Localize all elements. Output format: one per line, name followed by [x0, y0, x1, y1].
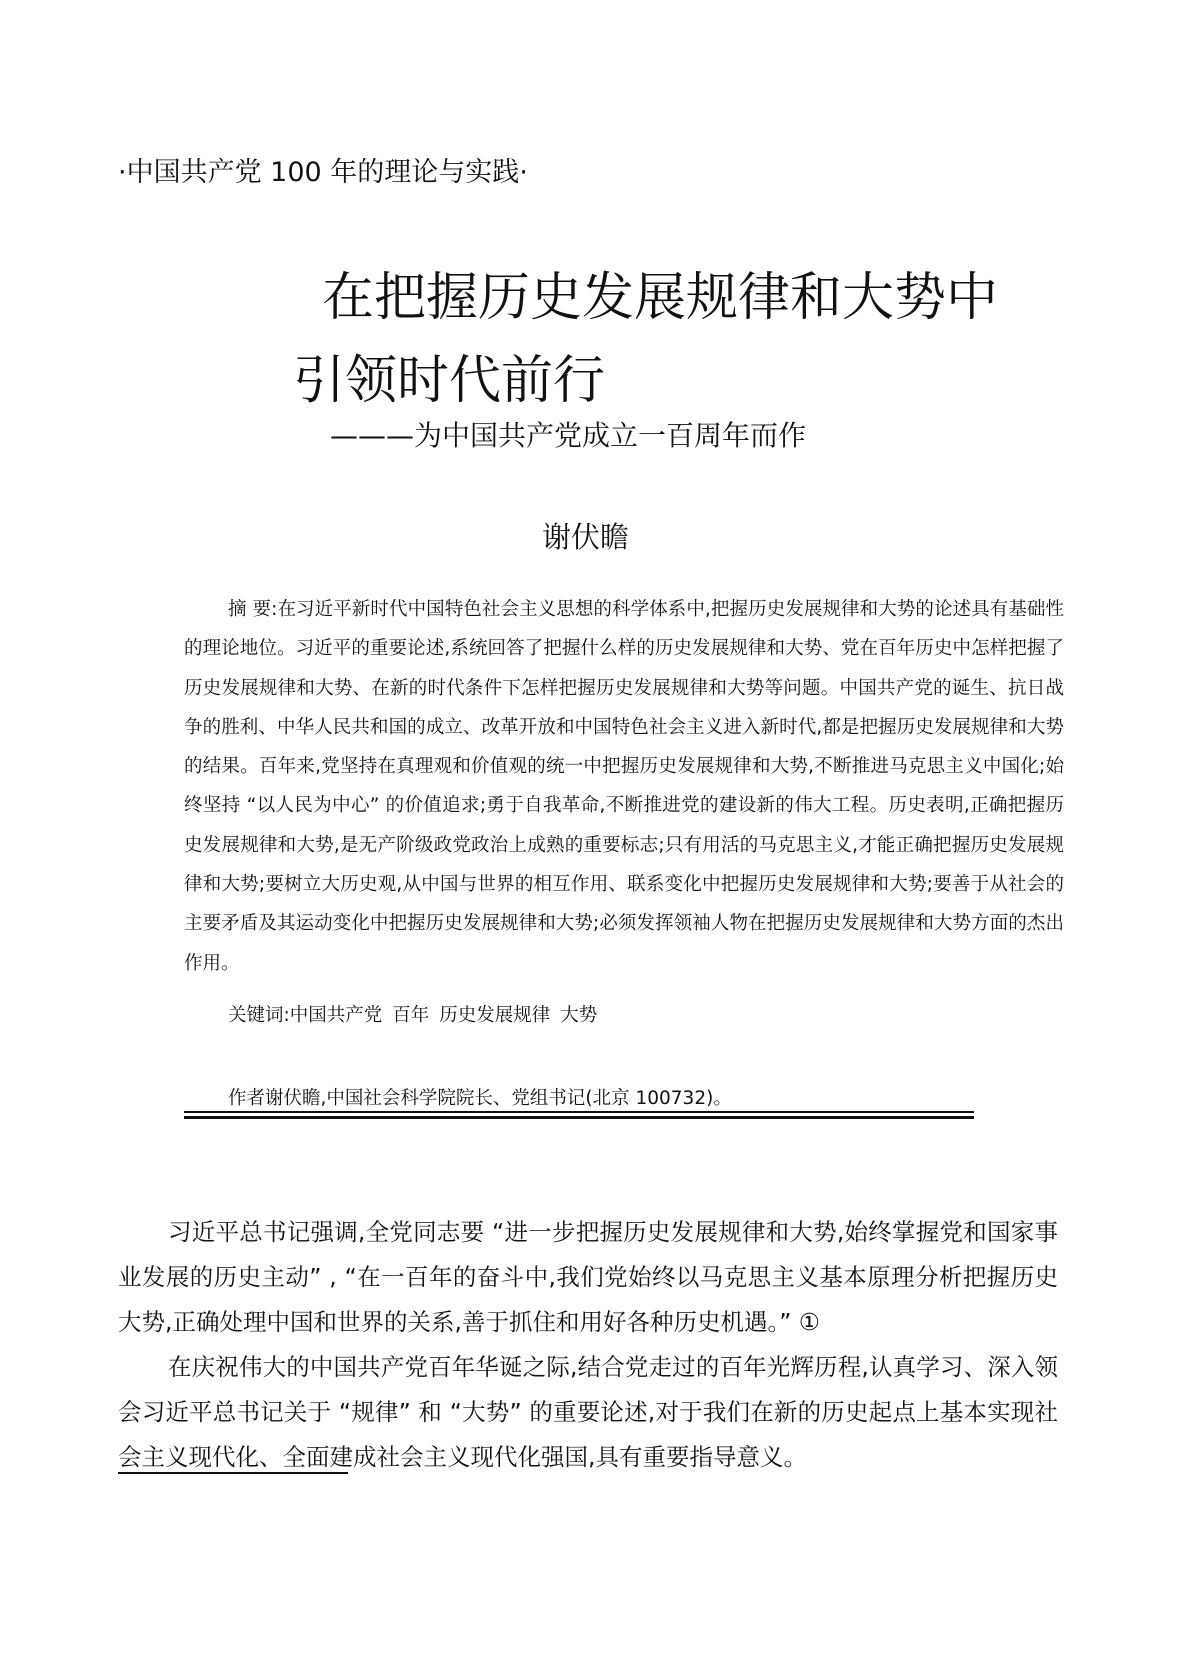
- column-header: ·中国共产党 100 年的理论与实践·: [118, 157, 528, 188]
- keyword-item: 大势: [560, 1005, 598, 1026]
- body-paragraph-2: 在庆祝伟大的中国共产党百年华诞之际,结合党走过的百年光辉历程,认真学习、深入领会习近平总书记关于 “规律” 和 “大势” 的重要论述,对于我们在新的历史起点上基本实现社会主义现代化、全面建成社会主义现代化强国,具有重要指导意义。: [118, 1353, 1058, 1471]
- body-paragraph-1: 习近平总书记强调,全党同志要 “进一步把握历史发展规律和大势,始终掌握党和国家事业发展的历史主动” , “在一百年的奋斗中,我们党始终以马克思主义基本原理分析把握历史大势,正确处理中国和世界的关系,善于抓住和用好各种历史机遇。” ①: [118, 1218, 1058, 1336]
- footnote-rule: [118, 1472, 348, 1474]
- subtitle: ———为中国共产党成立一百周年而作: [330, 419, 807, 452]
- keyword-item: 百年: [392, 1005, 430, 1026]
- keywords-label: 关键词:: [228, 1005, 290, 1026]
- title-line-1: 在把握历史发展规律和大势中: [322, 268, 999, 328]
- keyword-item: 历史发展规律: [439, 1005, 551, 1026]
- author-info-rule-thin: [184, 1111, 974, 1113]
- author-info-rule-thick: [184, 1116, 974, 1119]
- author-name: 谢伏瞻: [542, 520, 630, 554]
- title-line-2: 引领时代前行: [293, 351, 606, 411]
- keyword-item: 中国共产党: [289, 1005, 383, 1026]
- keywords: [228, 1001, 607, 1027]
- abstract: 摘 要:在习近平新时代中国特色社会主义思想的科学体系中,把握历史发展规律和大势的论述具有基础性的理论地位。习近平的重要论述,系统回答了把握什么样的历史发展规律和大势、党在百年历史中怎样把握了历史发展规律和大势、在新的时代条件下怎样把握历史发展规律和大势等问题。中国共产党的诞生、抗日战争的胜利、中华人民共和国的成立、改革开放和中国特色社会主义进入新时代,都是把握历史发展规律和大势的结果。百年来,党坚持在真理观和价值观的统一中把握历史发展规律和大势,不断推进马克思主义中国化;始终坚持 “以人民为中心” 的价值追求;勇于自我革命,不断推进党的建设新的伟大工程。历史表明,正确把握历史发展规律和大势,是无产阶级政党政治上成熟的重要标志;只有用活的马克思主义,才能正确把握历史发展规律和大势;要树立大历史观,从中国与世界的相互作用、联系变化中把握历史发展规律和大势;要善于从社会的主要矛盾及其运动变化中把握历史发展规律和大势;必须发挥领袖人物在把握历史发展规律和大势方面的杰出作用。: [184, 599, 1064, 974]
- author-info: 作者谢伏瞻,中国社会科学院院长、党组书记(北京 100732)。: [228, 1088, 732, 1109]
